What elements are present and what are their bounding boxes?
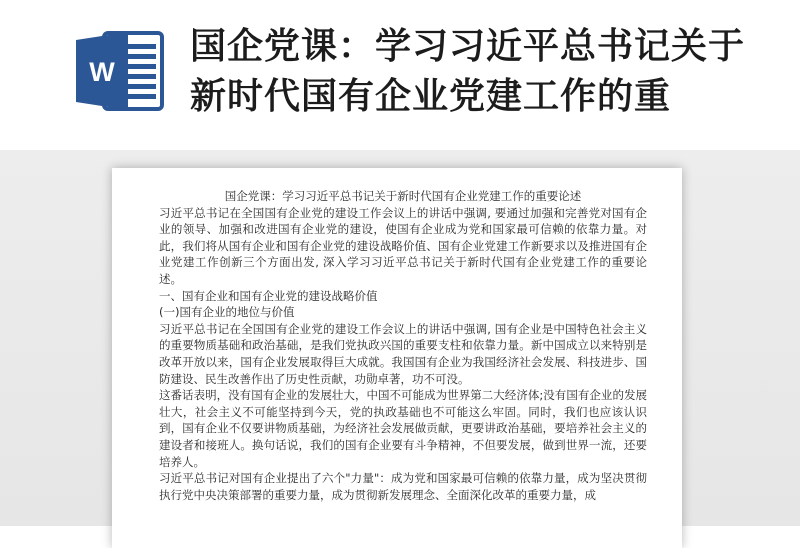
- paragraph-body-2: 这番话表明，没有国有企业的发展壮大，中国不可能成为世界第二大经济体;没有国有企业的发展壮大，社会主义不可能坚持到今天，党的执政基础也不可能这么牢固。同时，我们也应该认识到，国有企业不仅要讲物质基础，为经济社会发展做贡献，更要讲政治基础，要培养社会主义的建设者和接班人。换句话说，我们的国有企业要有斗争精神，不但要发展，做到世界一流，还要培养人。: [159, 388, 647, 469]
- page-title: 国企党课：学习习近平总书记关于新时代国有企业党建工作的重: [190, 26, 746, 117]
- subsection-heading-1: (一)国有企业的地位与价值: [159, 305, 295, 320]
- word-document-icon: [74, 30, 166, 112]
- paragraph-body-1: 习近平总书记在全国国有企业党的建设工作会议上的讲话中强调, 国有企业是中国特色社会主义的重要物质基础和政治基础，是我们党执政兴国的重要支柱和依靠力量。新中国成立以来特别是改革开放以来，国有企业发展取得巨大成就。我国国有企业为我国经济社会发展、科技进步、国防建设、民生改善作出了历史性贡献，功勋卓著，功不可没。: [159, 321, 647, 386]
- document-page: [112, 168, 682, 548]
- section-heading-1: 一、国有企业和国有企业党的建设战略价值: [159, 288, 378, 303]
- document-body: [159, 188, 647, 503]
- title-banner: [0, 0, 800, 150]
- word-icon-letter: W: [89, 57, 115, 87]
- paragraph-body-3: 习近平总书记对国有企业提出了六个"力量"：成为党和国家最可信赖的依靠力量，成为坚决贯彻执行党中央决策部署的重要力量，成为贯彻新发展理念、全面深化改革的重要力量，成: [159, 471, 647, 502]
- paragraph-intro: 习近平总书记在全国国有企业党的建设工作会议上的讲话中强调, 要通过加强和完善党对国有企业的领导、加强和改进国有企业党的建设，使国有企业成为党和国家最可信赖的依靠力量。对此，我们将从国有企业和国有企业党的建设战略价值、国有企业党建工作新要求以及推进国有企业党建工作创新三个方面出发, 深入学习习近平总书记关于新时代国有企业党建工作的重要论述。: [159, 205, 647, 286]
- document-heading: 国企党课：学习习近平总书记关于新时代国有企业党建工作的重要论述: [224, 189, 582, 203]
